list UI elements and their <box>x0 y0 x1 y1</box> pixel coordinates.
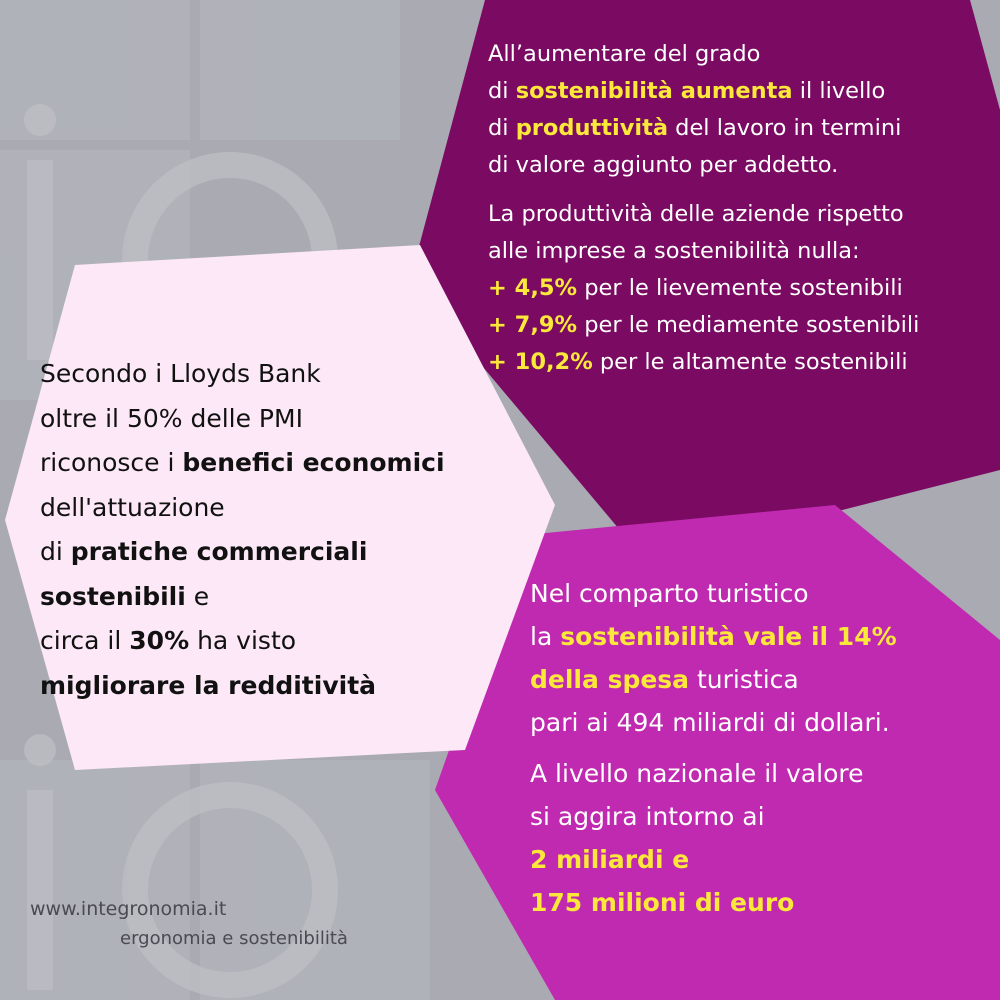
left-line-7 <box>40 619 540 664</box>
left-line-5-bold: pratiche commerciali <box>70 537 368 566</box>
bottom-line-1 <box>530 572 990 615</box>
bottom-line-4 <box>530 701 990 744</box>
top-line-1 <box>488 36 988 73</box>
left-line-4 <box>40 486 540 531</box>
left-line-8 <box>40 664 540 709</box>
bottom-panel-text <box>530 572 990 924</box>
top-line-3-post: del lavoro in termini <box>668 115 902 141</box>
left-line-4-text: dell'attuazione <box>40 492 225 522</box>
productivity-label: per le altamente sostenibili <box>592 349 908 375</box>
left-line-6-post: e <box>185 581 210 611</box>
productivity-value: + 4,5% <box>488 275 578 301</box>
left-line-3 <box>40 441 540 486</box>
left-line-6 <box>40 575 540 620</box>
left-line-3-pre: riconosce i <box>40 448 183 477</box>
left-line-2-text: oltre il 50% delle PMI <box>40 403 303 433</box>
top-line-4-text: di valore aggiunto per addetto. <box>488 152 839 178</box>
top-line-1-text: All’aumentare del grado <box>488 41 761 67</box>
top-line-6-text: alle imprese a sostenibilità nulla: <box>488 238 860 264</box>
left-line-2 <box>40 397 540 442</box>
top-panel-text <box>488 36 988 381</box>
left-line-1 <box>40 352 540 397</box>
productivity-item <box>488 307 988 344</box>
top-line-2-post: il livello <box>792 78 886 104</box>
productivity-label: per le mediamente sostenibili <box>577 312 920 338</box>
bottom-line-5 <box>530 752 990 795</box>
footer-tagline: ergonomia e sostenibilità <box>120 928 348 949</box>
bottom-line-3-highlight: della spesa <box>530 665 690 694</box>
left-line-6-bold: sostenibili <box>40 581 186 611</box>
left-line-5-pre: di <box>40 537 71 566</box>
productivity-item <box>488 344 988 381</box>
left-line-5 <box>40 530 540 575</box>
top-line-5 <box>488 196 988 233</box>
left-line-3-bold: benefici economici <box>182 448 445 477</box>
bottom-line-8 <box>530 881 990 924</box>
bottom-line-6 <box>530 795 990 838</box>
top-line-2 <box>488 73 988 110</box>
left-line-7-pre: circa il <box>40 626 130 655</box>
top-line-3-pre: di <box>488 115 516 141</box>
left-line-1-text: Secondo i Lloyds Bank <box>40 359 321 388</box>
top-line-4 <box>488 147 988 184</box>
bottom-line-8-highlight: 175 milioni di euro <box>530 888 795 917</box>
top-line-2-pre: di <box>488 78 516 104</box>
top-line-6 <box>488 233 988 270</box>
bottom-line-5-text: A livello nazionale il valore <box>530 759 864 788</box>
productivity-value: + 7,9% <box>488 312 578 338</box>
bottom-line-7 <box>530 838 990 881</box>
bottom-line-3-post: turistica <box>689 665 799 694</box>
top-line-3-highlight: produttività <box>515 115 669 141</box>
bottom-line-1-text: Nel comparto turistico <box>530 579 809 608</box>
bottom-line-3 <box>530 658 990 701</box>
left-line-7-post: ha visto <box>189 626 297 655</box>
left-line-8-bold: migliorare la redditività <box>40 670 377 700</box>
left-panel-text <box>40 352 540 708</box>
top-line-2-highlight: sostenibilità aumenta <box>515 78 793 104</box>
footer-url[interactable]: www.integronomia.it <box>30 898 227 920</box>
left-line-7-bold: 30% <box>129 626 190 655</box>
productivity-label: per le lievemente sostenibili <box>577 275 903 301</box>
bottom-line-4-text: pari ai 494 miliardi di dollari. <box>530 708 890 737</box>
top-line-5-text: La produttività delle aziende rispetto <box>488 201 904 227</box>
bottom-line-7-highlight: 2 miliardi e <box>530 845 690 874</box>
productivity-item <box>488 270 988 307</box>
bottom-line-2 <box>530 615 990 658</box>
bottom-line-6-text: si aggira intorno ai <box>530 802 765 831</box>
productivity-value: + 10,2% <box>488 349 593 375</box>
bottom-line-2-highlight: sostenibilità vale il 14% <box>560 622 897 651</box>
bottom-line-2-pre: la <box>530 622 561 651</box>
top-line-3 <box>488 110 988 147</box>
